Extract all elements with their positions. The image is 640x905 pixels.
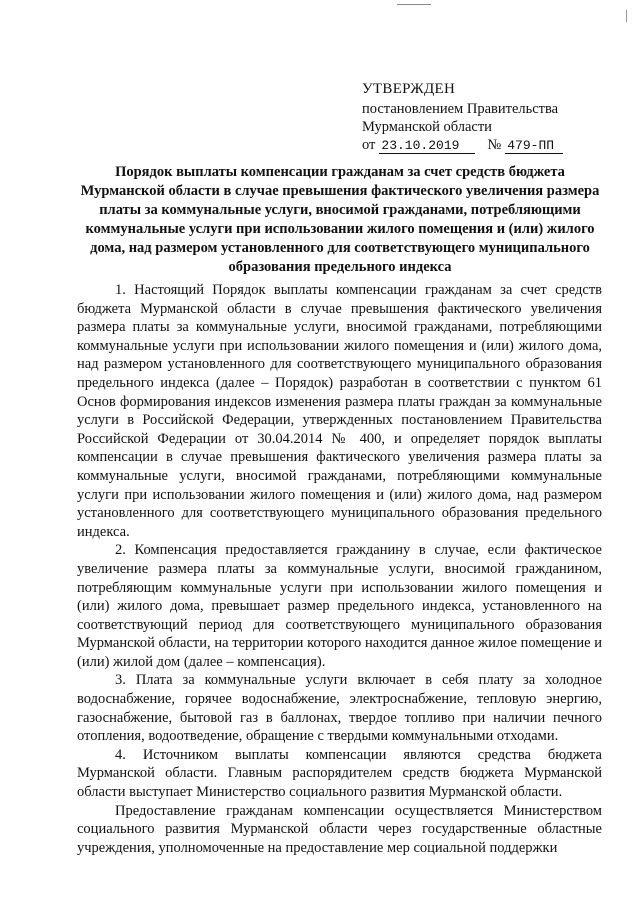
- approval-date-row: [362, 136, 622, 154]
- paragraph-3: 3. Плата за коммунальные услуги включает в себя плату за холодное водоснабжение, горячее водоснабжение, электроснабжение, тепловую энергию, газоснабжение, бытовой газ в баллонах, твердое топливо при наличии печного отопления, водоотведение, обращение с твердыми коммунальными отходами.: [77, 672, 602, 745]
- approval-stamp-block: [362, 80, 622, 154]
- paragraph-4: 4. Источником выплаты компенсации являются средства бюджета Мурманской области. Главным распорядителем средств бюджета Мурманской области выступает Министерство социального развития Мурманской области.: [77, 746, 602, 801]
- approval-line-1: постановлением Правительства: [362, 101, 559, 117]
- paragraph-2: 2. Компенсация предоставляется гражданину в случае, если фактическое увеличение размера платы за коммунальные услуги, вносимой гражданином, потребляющим коммунальные услуги при использовании жилого помещения и (или) жилого дома, превышает размер предельного индекса, установленного на соответствующий период для соответствующего муниципального образования Мурманской области, на территории которого находится данное жилое помещение и (или) жилой дом (далее – компенсация).: [77, 542, 602, 670]
- date-prefix: от: [362, 137, 376, 153]
- document-body: [77, 281, 602, 857]
- paragraph-1: 1. Настоящий Порядок выплаты компенсации гражданам за счет средств бюджета Мурманской области в случае превышения фактического увеличения размера платы за коммунальные услуги, вносимой гражданами, потребляющими коммунальные услуги при использовании жилого помещения и (или) жилого дома, над размером установленного для соответствующего муниципального образования предельного индекса (далее – Порядок) разработан в соответствии с пунктом 61 Основ формирования индексов изменения размера платы граждан за коммунальные услуги в Российской Федерации, утвержденных постановлением Правительства Российской Федерации от 30.04.2014 № 400, и определяет порядок выплаты компенсации в случае превышения фактического увеличения размера платы за коммунальные услуги, вносимой гражданами, потребляющими коммунальные услуги при использовании жилого помещения и (или) жилого дома, над размером установленного для соответствующего муниципального образования предельного индекса.: [77, 282, 602, 540]
- approval-heading: УТВЕРЖДЕН: [362, 81, 456, 97]
- approval-line-2: Мурманской области: [362, 119, 492, 135]
- resolution-date: 23.10.2019: [379, 139, 475, 154]
- document-title: Порядок выплаты компенсации гражданам за счет средств бюджета Мурманской области в случае превышения фактического увеличения размера платы за коммунальные услуги, вносимой гражданами, потребляющими коммунальные услуги при использовании жилого помещения и (или) жилого дома, над размером установленного для соответствующего муниципального образования предельного индекса: [80, 164, 600, 275]
- number-prefix: №: [487, 137, 502, 153]
- paragraph-5: Предоставление гражданам компенсации осуществляется Министерством социального развития Мурманской области через государственные областные учреждения, уполномоченные на предоставление мер социальной поддержки: [77, 802, 602, 856]
- resolution-number: 479-ПП: [505, 139, 563, 154]
- scan-artifact-mark: [626, 10, 627, 22]
- scan-artifact-line: [397, 4, 431, 5]
